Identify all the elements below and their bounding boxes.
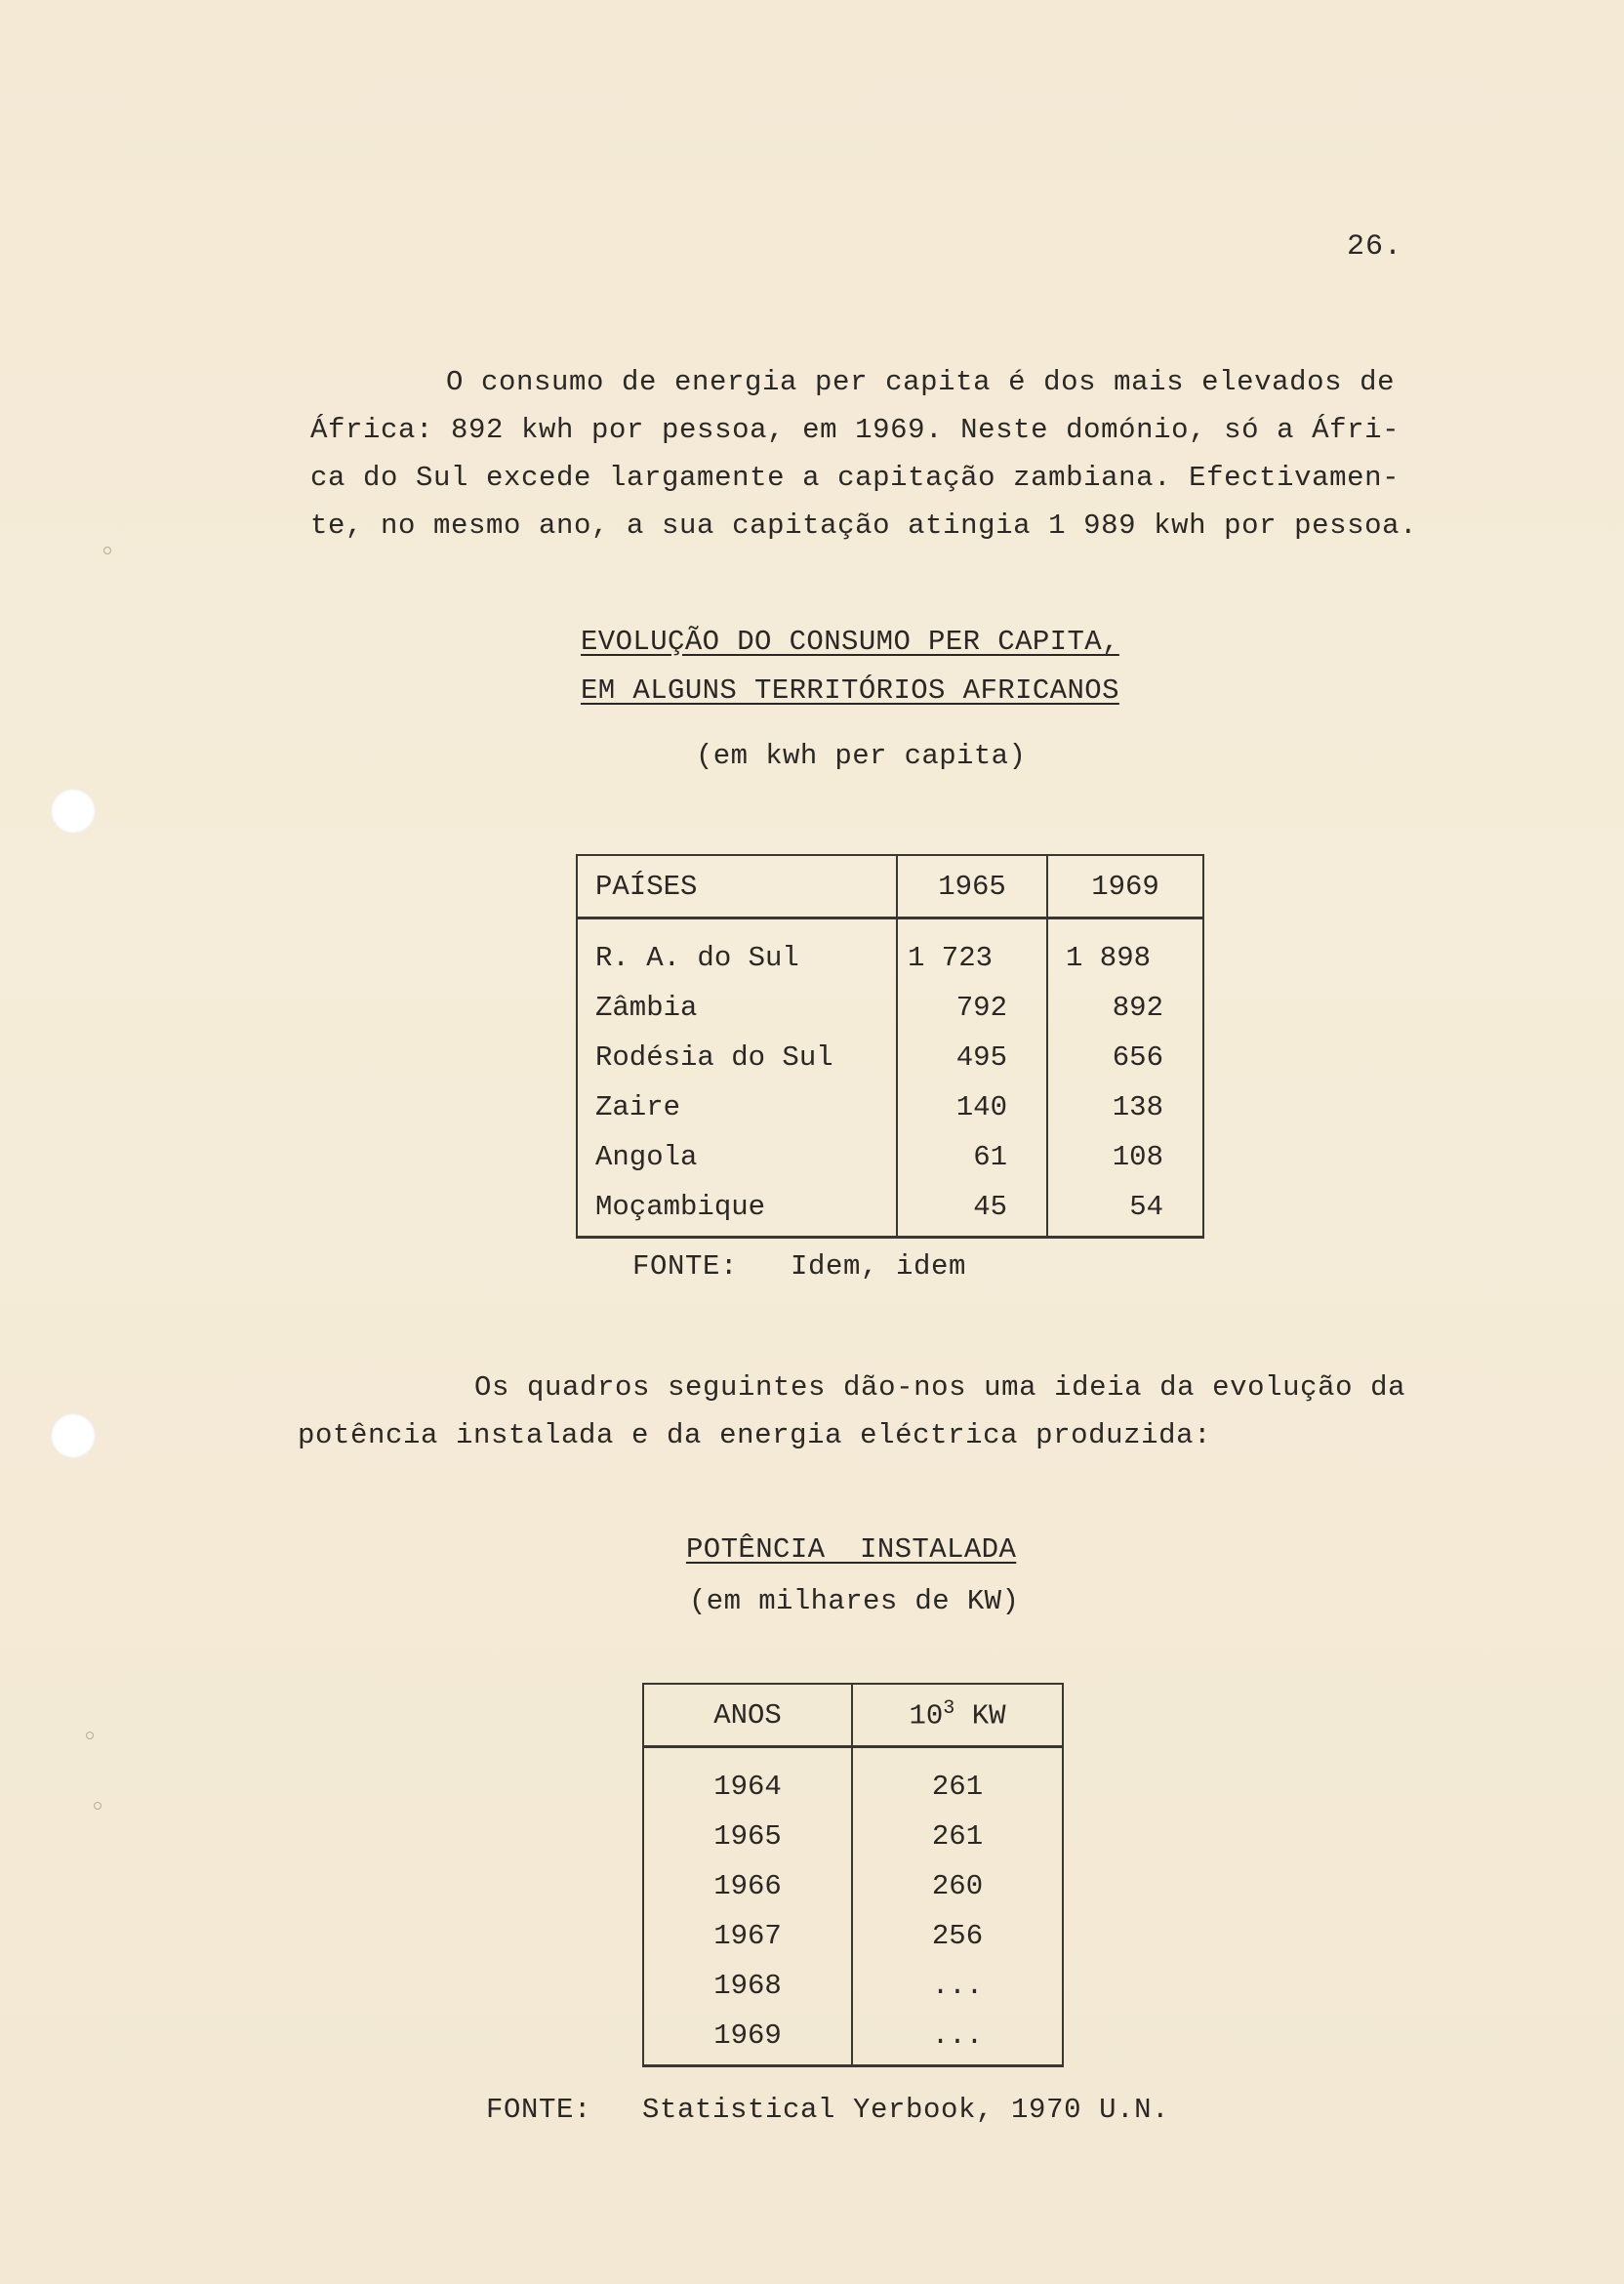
table1-source-label: FONTE: bbox=[632, 1250, 739, 1283]
cell-country: Zaire bbox=[577, 1082, 897, 1132]
cell-value-1969: 138 bbox=[1047, 1082, 1203, 1132]
header-kw-base: 10 bbox=[909, 1699, 944, 1733]
table1-title-line: EM ALGUNS TERRITÓRIOS AFRICANOS bbox=[581, 674, 1119, 707]
header-kw bbox=[852, 1684, 1063, 1747]
table-row bbox=[643, 1911, 1063, 1961]
cell-value-1969: 656 bbox=[1047, 1033, 1203, 1082]
header-1969: 1969 bbox=[1047, 855, 1203, 918]
paper-speck bbox=[94, 1802, 102, 1810]
cell-year: 1964 bbox=[643, 1747, 852, 1813]
cell-value-1965: 1 723 bbox=[897, 918, 1047, 984]
cell-country: Moçambique bbox=[577, 1182, 897, 1238]
paper-speck bbox=[86, 1732, 94, 1739]
table-row bbox=[643, 1861, 1063, 1911]
paragraph-line: Os quadros seguintes dão-nos uma ideia da evolução da bbox=[474, 1371, 1406, 1404]
cell-value-1965: 140 bbox=[897, 1082, 1047, 1132]
table1-source-text: Idem, idem bbox=[791, 1250, 967, 1283]
table-row bbox=[643, 1812, 1063, 1861]
cell-value-1969: 54 bbox=[1047, 1182, 1203, 1238]
table-row bbox=[577, 1033, 1203, 1082]
cell-country: R. A. do Sul bbox=[577, 918, 897, 984]
cell-value-1965: 792 bbox=[897, 983, 1047, 1033]
table2-title: POTÊNCIA INSTALADA bbox=[686, 1533, 1017, 1566]
cell-year: 1966 bbox=[643, 1861, 852, 1911]
table2-unit: (em milhares de KW) bbox=[689, 1585, 1020, 1617]
cell-value-1969: 1 898 bbox=[1047, 918, 1203, 984]
header-countries: PAÍSES bbox=[577, 855, 897, 918]
cell-year: 1965 bbox=[643, 1812, 852, 1861]
cell-kw: 260 bbox=[852, 1861, 1063, 1911]
paragraph-line: África: 892 kwh por pessoa, em 1969. Neste domónio, só a Áfri- bbox=[310, 414, 1401, 446]
cell-country: Rodésia do Sul bbox=[577, 1033, 897, 1082]
table2-source-text: Statistical Yerbook, 1970 U.N. bbox=[642, 2094, 1170, 2126]
table-row bbox=[643, 1961, 1063, 2011]
table-header-row bbox=[643, 1684, 1063, 1747]
header-1965: 1965 bbox=[897, 855, 1047, 918]
table1-title-line: EVOLUÇÃO DO CONSUMO PER CAPITA, bbox=[581, 626, 1119, 658]
cell-value-1969: 108 bbox=[1047, 1132, 1203, 1182]
page-number: 26. bbox=[1347, 230, 1403, 264]
cell-year: 1968 bbox=[643, 1961, 852, 2011]
cell-kw: 261 bbox=[852, 1812, 1063, 1861]
cell-kw: ... bbox=[852, 2011, 1063, 2066]
punch-hole-bottom bbox=[51, 1413, 96, 1458]
cell-value-1965: 45 bbox=[897, 1182, 1047, 1238]
table-row bbox=[577, 1082, 1203, 1132]
header-kw-unit: KW bbox=[971, 1699, 1006, 1733]
punch-hole-top bbox=[51, 789, 96, 834]
table-row bbox=[577, 1182, 1203, 1238]
cell-value-1965: 495 bbox=[897, 1033, 1047, 1082]
header-kw-exponent: 3 bbox=[943, 1697, 955, 1721]
cell-kw: 256 bbox=[852, 1911, 1063, 1961]
cell-value-1969: 892 bbox=[1047, 983, 1203, 1033]
header-years: ANOS bbox=[643, 1684, 852, 1747]
table-row bbox=[577, 983, 1203, 1033]
table-row bbox=[577, 1132, 1203, 1182]
cell-country: Angola bbox=[577, 1132, 897, 1182]
cell-value-1965: 61 bbox=[897, 1132, 1047, 1182]
cell-kw: ... bbox=[852, 1961, 1063, 2011]
paper-speck bbox=[103, 547, 111, 554]
paragraph-line: potência instalada e da energia eléctrica produzida: bbox=[298, 1419, 1212, 1451]
table-row bbox=[577, 918, 1203, 984]
cell-country: Zâmbia bbox=[577, 983, 897, 1033]
paragraph-line: O consumo de energia per capita é dos mais elevados de bbox=[446, 366, 1396, 398]
table-row bbox=[643, 1747, 1063, 1813]
consumption-table bbox=[576, 854, 1204, 1239]
paragraph-line: ca do Sul excede largamente a capitação zambiana. Efectivamen- bbox=[310, 462, 1401, 494]
cell-kw: 261 bbox=[852, 1747, 1063, 1813]
installed-power-table bbox=[642, 1683, 1064, 2067]
table-header-row bbox=[577, 855, 1203, 918]
table1-unit: (em kwh per capita) bbox=[696, 740, 1027, 772]
cell-year: 1969 bbox=[643, 2011, 852, 2066]
table2-source-label: FONTE: bbox=[486, 2094, 592, 2126]
cell-year: 1967 bbox=[643, 1911, 852, 1961]
table-row bbox=[643, 2011, 1063, 2066]
paragraph-line: te, no mesmo ano, a sua capitação atingia 1 989 kwh por pessoa. bbox=[310, 510, 1418, 542]
